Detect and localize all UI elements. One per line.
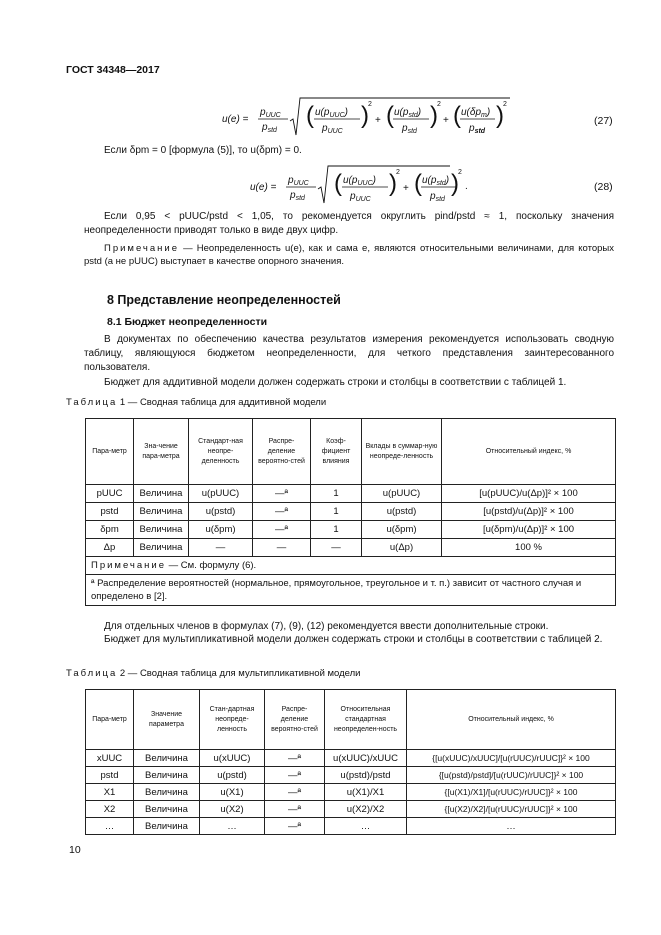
table-cell: u(pUUC) (189, 485, 253, 503)
table-header: Вклады в суммар-ную неопреде-ленность (362, 419, 442, 485)
caption-label: Таблица (66, 668, 118, 679)
table-footnote-row (86, 575, 616, 606)
table-cell: u(pstd) (200, 767, 265, 784)
table-row (86, 750, 616, 767)
table-cell: {[u(X1)/X1]/[u(rUUC)/rUUC]}² × 100 (407, 784, 616, 801)
svg-text:pstd: $p_{std}$ (402, 123, 417, 135)
table-cell: Величина (134, 784, 200, 801)
equation-number: (28) (594, 181, 613, 193)
table-cell: Величина (134, 750, 200, 767)
table-header: Относительный индекс, % (442, 419, 616, 485)
svg-text:2: 2 (458, 169, 462, 176)
table-note-row (86, 557, 616, 575)
caption-text: 2 — Сводная таблица для мультипликативной модели (117, 668, 361, 679)
equation-number: (27) (594, 115, 613, 127)
table-cell: u(Δp) (362, 539, 442, 557)
document-header: ГОСТ 34348—2017 (66, 64, 160, 76)
equation-27-formula (222, 95, 512, 143)
svg-text:+: + (375, 115, 381, 126)
table-cell: [u(pUUC)/u(Δp)]² × 100 (442, 485, 616, 503)
table-cell: —ª (253, 485, 311, 503)
table-cell: Величина (134, 503, 189, 521)
table-cell: —ª (265, 818, 325, 835)
table-note (86, 557, 616, 575)
section-heading: 8 Представление неопределенностей (107, 293, 341, 307)
table-cell: u(pstd) (362, 503, 442, 521)
equation-period: . (465, 181, 468, 192)
svg-text:pstd: $p_{std}$ (430, 191, 445, 203)
svg-text:u(e) =: u(e) = (250, 182, 277, 193)
table-footnote: ª Распределение вероятностей (нормальное, прямоугольное, треугольное и т. п.) зависит от частного случая и определено в [2]. (86, 575, 616, 606)
table-cell: X1 (86, 784, 134, 801)
paragraph: Бюджет для мультипликативной модели должен содержать строки и столбцы в соответствии с таблицей 2. (104, 634, 603, 645)
table-cell: [u(pstd)/u(Δp)]² × 100 (442, 503, 616, 521)
table-cell: pstd (86, 767, 134, 784)
table-cell: —ª (253, 503, 311, 521)
svg-text:pUUC: $p_{UUC}$ (288, 175, 309, 187)
equation-28-formula (250, 163, 465, 209)
table-header: Относительный индекс, % (407, 690, 616, 750)
table-cell: {[u(X2)/X2]/[u(rUUC)/rUUC]}² × 100 (407, 801, 616, 818)
table-row (86, 801, 616, 818)
table-cell: δpm (86, 521, 134, 539)
table-header: Стандарт-ная неопре-деленность (189, 419, 253, 485)
table-cell: u(δpm) (362, 521, 442, 539)
table-cell: —ª (265, 767, 325, 784)
table-header: Относительная стандартная неопределен-ность (325, 690, 407, 750)
table-cell: 1 (311, 485, 362, 503)
svg-text:(: ( (386, 102, 394, 129)
paragraph: Если 0,95 < pUUC/pstd < 1,05, то рекомендуется округлить pind/pstd ≈ 1, поскольку значения неопределенности приводят только в виде двух цифр. (84, 211, 614, 236)
table-cell: xUUC (86, 750, 134, 767)
table-header: Распре-деление вероятно-стей (265, 690, 325, 750)
svg-text:(: ( (453, 102, 461, 129)
table-cell: —ª (265, 801, 325, 818)
paragraph: Для отдельных членов в формулах (7), (9), (12) рекомендуется ввести дополнительные строки. (104, 621, 549, 632)
table-cell: u(δpm) (189, 521, 253, 539)
table-row (86, 539, 616, 557)
svg-text:(: ( (334, 170, 342, 197)
table-row (86, 503, 616, 521)
svg-text:pUUC: $p_{UUC}$ (350, 191, 371, 203)
svg-text:u(pstd): $u(p_{std})$ (422, 175, 450, 187)
note-label: Примечание (91, 560, 166, 571)
table-cell: 100 % (442, 539, 616, 557)
table-2 (85, 689, 616, 835)
svg-text:2: 2 (437, 101, 441, 108)
table-header: Пара-метр (86, 690, 134, 750)
table-row (86, 784, 616, 801)
svg-text:pUUC: $p_{UUC}$ (322, 123, 343, 135)
svg-text:u(pstd): $u(p_{std})$ (394, 107, 422, 119)
table-cell: Величина (134, 801, 200, 818)
table-cell: —ª (265, 750, 325, 767)
svg-text:2: 2 (503, 101, 507, 108)
table-cell: {[u(pstd)/pstd]/[u(rUUC)/rUUC]}² × 100 (407, 767, 616, 784)
svg-text:pUUC: $p_{UUC}$ (260, 107, 281, 119)
table-cell: — (253, 539, 311, 557)
note-text: — См. формулу (6). (166, 560, 257, 571)
table-cell: … (407, 818, 616, 835)
table-cell: Величина (134, 521, 189, 539)
table-cell: —ª (253, 521, 311, 539)
svg-text:u(pUUC): $u(p_{UUC})$ (315, 107, 348, 119)
svg-text:): ) (430, 102, 438, 129)
svg-text:(: ( (306, 102, 314, 129)
table-cell: u(X2)/X2 (325, 801, 407, 818)
table-header-row (86, 690, 616, 750)
note-text: — Неопределенность u(e), как и сама e, являются относительными величинами, для которых pstd (а не pUUC) выступает в качестве опорного значения. (84, 243, 614, 267)
table-cell: u(X2) (200, 801, 265, 818)
svg-text:u(pUUC): $u(p_{UUC})$ (343, 175, 376, 187)
table-cell: u(pUUC) (362, 485, 442, 503)
note (84, 242, 614, 268)
table-cell: u(X1)/X1 (325, 784, 407, 801)
svg-text:(: ( (414, 170, 422, 197)
table-header: Стан-дартная неопреде-ленность (200, 690, 265, 750)
table-cell: {[u(xUUC)/xUUC]/[u(rUUC)/rUUC]}² × 100 (407, 750, 616, 767)
table-cell: … (86, 818, 134, 835)
svg-text:pstd: $p_{std}$ (469, 123, 486, 135)
svg-text:): ) (496, 102, 504, 129)
paragraph: В документах по обеспечению качества результатов измерения рекомендуется использовать сводную таблицу, являющуюся бюджетом неопределенности, для четкого представления заинтересованного пользователя. (84, 334, 614, 373)
svg-text:2: 2 (368, 101, 372, 108)
table-1 (85, 418, 616, 606)
table-cell: u(pstd) (189, 503, 253, 521)
table-cell: u(X1) (200, 784, 265, 801)
caption-text: 1 — Сводная таблица для аддитивной модели (117, 397, 327, 408)
table-cell: [u(δpm)/u(Δp)]² × 100 (442, 521, 616, 539)
subsection-heading: 8.1 Бюджет неопределенности (107, 316, 268, 328)
table-row (86, 485, 616, 503)
table-caption (66, 668, 360, 679)
caption-label: Таблица (66, 397, 118, 408)
table-cell: … (200, 818, 265, 835)
table-cell: Величина (134, 767, 200, 784)
table-cell: — (311, 539, 362, 557)
table-cell: pstd (86, 503, 134, 521)
table-cell: Величина (134, 818, 200, 835)
table-cell: u(xUUC)/xUUC (325, 750, 407, 767)
table-cell: Величина (134, 539, 189, 557)
table-row (86, 767, 616, 784)
table-cell: —ª (265, 784, 325, 801)
table-cell: 1 (311, 521, 362, 539)
table-cell: … (325, 818, 407, 835)
table-header: Распре-деление вероятно-стей (253, 419, 311, 485)
svg-text:): ) (361, 102, 369, 129)
svg-text:u(δpm): $u(\delta p_m)$ (461, 107, 491, 119)
svg-text:pstd: $p_{std}$ (262, 122, 277, 134)
table-header: Зна-чение пара-метра (134, 419, 189, 485)
table-header-row (86, 419, 616, 485)
paragraph: Бюджет для аддитивной модели должен содержать строки и столбцы в соответствии с таблицей 1. (104, 377, 567, 388)
table-header: Коэф-фициент влияния (311, 419, 362, 485)
table-cell: Величина (134, 485, 189, 503)
svg-text:+: + (403, 183, 409, 194)
table-cell: Δp (86, 539, 134, 557)
table-cell: — (189, 539, 253, 557)
equation-27 (222, 95, 622, 143)
table-cell: X2 (86, 801, 134, 818)
svg-text:u(e) =: u(e) = (222, 114, 249, 125)
table-row (86, 818, 616, 835)
svg-text:2: 2 (396, 169, 400, 176)
table-cell: u(pstd)/pstd (325, 767, 407, 784)
table-cell: 1 (311, 503, 362, 521)
page-number: 10 (69, 844, 81, 856)
table-caption (66, 397, 326, 408)
table-header: Значение параметра (134, 690, 200, 750)
table-cell: u(xUUC) (200, 750, 265, 767)
text-line: Если δpm = 0 [формула (5)], то u(δpm) = 0. (104, 145, 302, 156)
svg-text:+: + (443, 115, 449, 126)
svg-text:): ) (389, 170, 397, 197)
note-label: Примечание (104, 243, 179, 254)
table-row (86, 521, 616, 539)
table-header: Пара-метр (86, 419, 134, 485)
svg-text:): ) (451, 170, 459, 197)
table-cell: pUUC (86, 485, 134, 503)
equation-28 (250, 163, 622, 209)
svg-text:pstd: $p_{std}$ (290, 190, 305, 202)
